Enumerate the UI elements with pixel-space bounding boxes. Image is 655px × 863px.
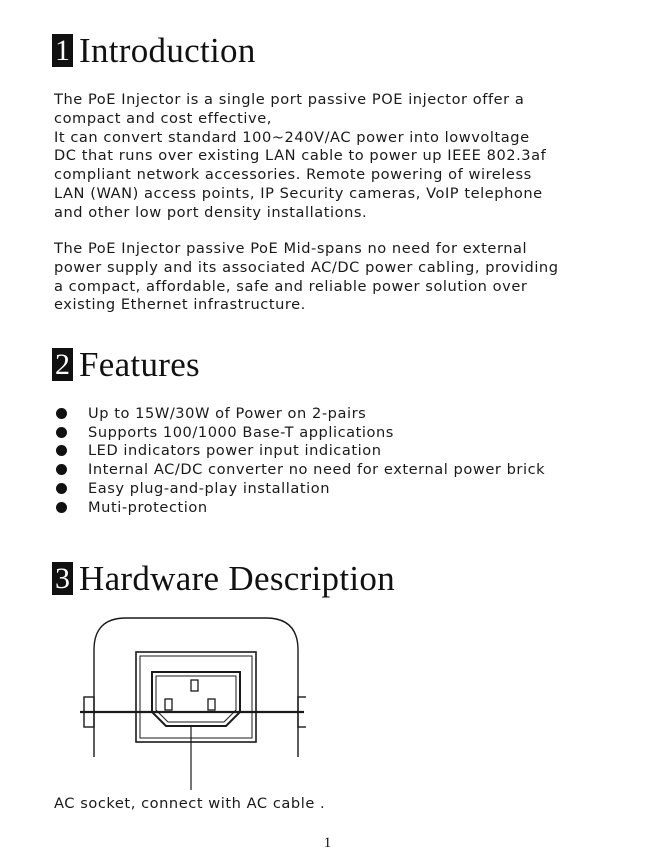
feature-text: Supports 100/1000 Base-T applications bbox=[88, 423, 394, 441]
bullet-icon bbox=[56, 408, 67, 419]
feature-text: Easy plug-and-play installation bbox=[88, 480, 331, 498]
feature-item bbox=[54, 460, 545, 479]
device-housing bbox=[94, 618, 298, 757]
feature-item bbox=[54, 442, 545, 461]
section-heading-introduction bbox=[52, 31, 256, 70]
bullet-icon bbox=[56, 427, 67, 438]
text-line: power supply and its associated AC/DC power cabling, providing bbox=[54, 258, 559, 276]
feature-item bbox=[54, 423, 545, 442]
feature-text: Muti-protection bbox=[88, 498, 208, 516]
feature-text: Internal AC/DC converter no need for external power brick bbox=[88, 461, 546, 479]
ac-socket-caption: AC socket, connect with AC cable . bbox=[54, 795, 326, 812]
feature-item bbox=[54, 404, 545, 423]
text-line: DC that runs over existing LAN cable to power up IEEE 802.3af bbox=[54, 147, 547, 165]
text-line: a compact, affordable, safe and reliable power solution over bbox=[54, 277, 528, 295]
neutral-pin bbox=[208, 699, 215, 710]
bullet-icon bbox=[56, 502, 67, 513]
text-line: The PoE Injector is a single port passive POE injector offer a bbox=[54, 91, 525, 108]
line-pin bbox=[165, 699, 172, 710]
text-line: compliant network accessories. Remote powering of wireless bbox=[54, 166, 532, 184]
text-line: It can convert standard 100~240V/AC power into lowvoltage bbox=[54, 128, 530, 146]
section-title: Features bbox=[79, 345, 200, 384]
feature-text: Up to 15W/30W of Power on 2-pairs bbox=[88, 404, 367, 422]
feature-text: LED indicators power input indication bbox=[88, 442, 382, 460]
text-line: existing Ethernet infrastructure. bbox=[54, 296, 306, 314]
bullet-icon bbox=[56, 483, 67, 494]
features-list bbox=[54, 404, 545, 517]
intro-paragraph-1 bbox=[54, 91, 614, 223]
text-line: The PoE Injector passive PoE Mid-spans no need for external bbox=[54, 240, 528, 257]
text-line: LAN (WAN) access points, IP Security cameras, VoIP telephone bbox=[54, 184, 543, 202]
bullet-icon bbox=[56, 464, 67, 475]
section-number: 2 bbox=[52, 348, 73, 381]
feature-item bbox=[54, 498, 545, 517]
section-number: 3 bbox=[52, 562, 73, 595]
bullet-icon bbox=[56, 445, 67, 456]
socket-panel bbox=[136, 652, 256, 742]
intro-paragraph-2 bbox=[54, 240, 614, 315]
section-heading-hardware bbox=[52, 559, 396, 598]
earth-pin bbox=[191, 680, 198, 691]
section-heading-features bbox=[52, 345, 200, 384]
section-title: Hardware Description bbox=[79, 559, 396, 598]
page-number: 1 bbox=[323, 835, 332, 851]
section-title: Introduction bbox=[79, 31, 256, 70]
text-line: and other low port density installations. bbox=[54, 203, 368, 221]
ac-socket-diagram bbox=[76, 612, 306, 792]
section-number: 1 bbox=[52, 34, 73, 67]
feature-item bbox=[54, 479, 545, 498]
text-line: compact and cost effective, bbox=[54, 109, 272, 127]
